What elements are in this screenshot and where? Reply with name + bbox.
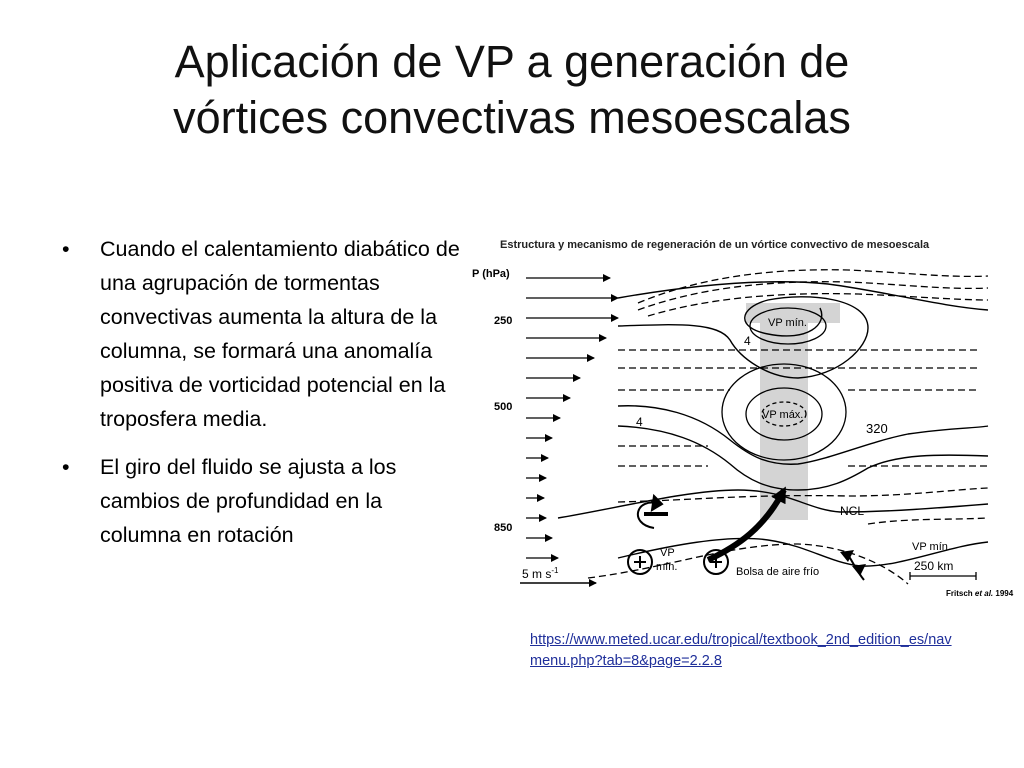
bullet-item [62,232,462,436]
figure-title: Estructura y mecanismo de regeneración de un vórtice convectivo de mesoescala [500,239,930,251]
bullet-text: El giro del fluido se ajusta a los cambios de profundidad en la columna en rotación [100,455,397,547]
slide-title [40,34,984,146]
scale-distance [910,559,976,580]
slide-title-line-1: Aplicación de VP a generación de [174,36,850,87]
bullet-dot-icon: • [62,455,70,479]
bullet-dot-icon: • [62,237,70,261]
svg-text:5 m s-1 [522,566,559,581]
credit-etal: et al. [974,589,994,598]
y-axis-label: P (hPa) [472,268,510,280]
bullet-item [62,450,462,552]
figure-credit [946,589,1014,598]
source-link[interactable]: https://www.meted.ucar.edu/tropical/textbook_2nd_edition_es/navmenu.php?tab=8&page=2.2.8 [530,632,952,669]
bullet-list [62,232,462,566]
credit-year: 1994 [993,589,1014,598]
scale-speed-exponent: -1 [551,566,559,575]
bullet-text: Cuando el calentamiento diabático de una agrupación de tormentas convectivas aumenta la altura de la columna, se formará una anomalía positiva de vorticidad potencial en la troposfera media. [100,237,460,431]
vp-min-bottom-left-label-2: mín. [656,561,678,573]
scale-speed [520,566,596,583]
vp-min-bottom-left-label-1: VP [660,547,675,559]
bolsa-label: Bolsa de aire frío [736,566,820,578]
vp-min-bottom-right-label: VP mín. [912,541,951,553]
vp-min-top-label: VP mín. [768,317,807,329]
scale-distance-label: 250 km [914,559,954,573]
pressure-level-500: 500 [494,401,513,413]
theta-4-upper-label: 4 [744,334,751,348]
scale-speed-value: 5 m s [522,567,552,581]
vortex-diagram [468,228,1024,606]
theta-320-label: 320 [866,421,888,436]
theta-4-mid-label: 4 [636,415,643,429]
pressure-level-250: 250 [494,315,513,327]
ncl-label: NCL [840,504,865,518]
slide-title-line-2: vórtices convectivas mesoescalas [173,92,851,143]
vp-max-label: VP máx. [762,409,804,421]
credit-prefix: Fritsch [946,589,975,598]
pressure-level-850: 850 [494,522,513,534]
